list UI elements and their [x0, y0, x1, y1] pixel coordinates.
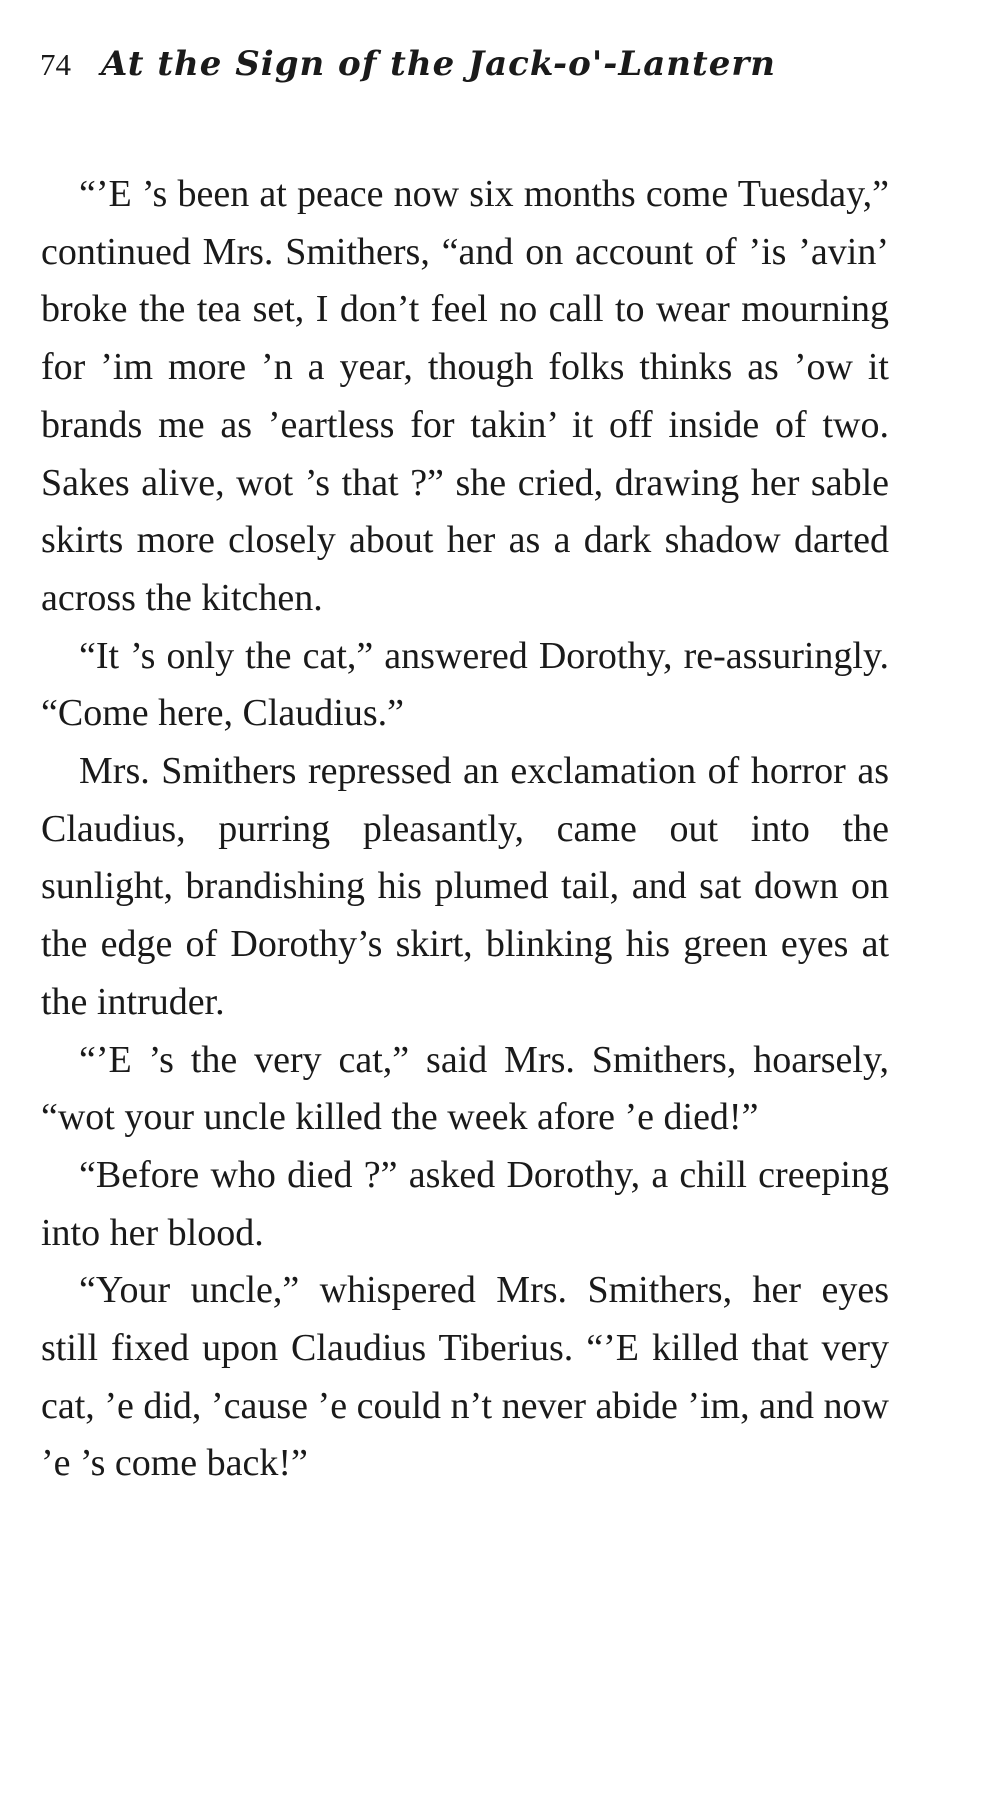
paragraph: Mrs. Smithers repressed an exclamation of horror as Claudius, purring pleasantly, came out into the sunlight, brandishing his plumed tail, and sat down on the edge of Dorothy’s skirt, blinking his green eyes at the intruder. — [41, 750, 889, 1023]
paragraph: “’E ’s the very cat,” said Mrs. Smithers, hoarsely, “wot your uncle killed the week afore ’e died!” — [41, 1038, 889, 1139]
running-title: At the Sign of the Jack-o'-Lantern — [101, 44, 776, 84]
page-number: 74 — [40, 47, 71, 82]
paragraph: “It ’s only the cat,” answered Dorothy, re-assuringly. “Come here, Claudius.” — [41, 634, 889, 735]
running-head — [40, 44, 900, 94]
body-text — [41, 166, 889, 1493]
paragraph: “Your uncle,” whispered Mrs. Smithers, her eyes still fixed upon Claudius Tiberius. “’E killed that very cat, ’e did, ’cause ’e could n’t never abide ’im, and now ’e ’s come back!” — [41, 1269, 889, 1485]
paragraph: “’E ’s been at peace now six months come Tuesday,” continued Mrs. Smithers, “and on account of ’is ’avin’ broke the tea set, I don’t feel no call to wear mourning for ’im more ’n a year, though folks thinks as ’ow it brands me as ’eartless for takin’ it off inside of two. Sakes alive, wot ’s that ?” she cried, drawing her sable skirts more closely about her as a dark shadow darted across the kitchen. — [41, 173, 889, 619]
paragraph: “Before who died ?” asked Dorothy, a chill creeping into her blood. — [41, 1153, 889, 1254]
